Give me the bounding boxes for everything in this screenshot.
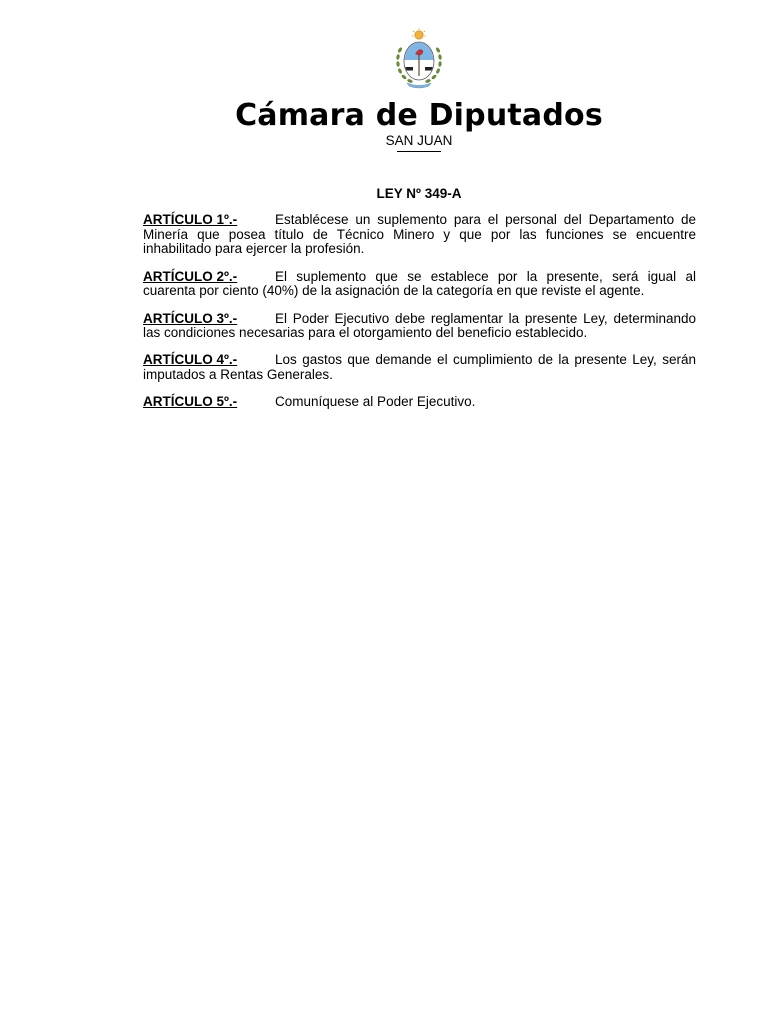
article-label: ARTÍCULO 1º.- — [143, 212, 238, 227]
article-2 — [143, 270, 696, 299]
coat-of-arms-icon — [391, 28, 447, 92]
article-label: ARTÍCULO 5º.- — [143, 394, 238, 410]
article-text: Los gastos que demande el cumplimiento de la presente Ley, serán imputados a Rentas Generales. — [143, 352, 696, 383]
articles-list — [143, 213, 696, 423]
article-text: Comuníquese al Poder Ejecutivo. — [275, 394, 476, 410]
article-4 — [143, 353, 696, 382]
province-name: SAN JUAN — [385, 133, 453, 148]
article-text: El Poder Ejecutivo debe reglamentar la presente Ley, determinando las condiciones necesarias para el otorgamiento del beneficio establecido. — [143, 310, 696, 341]
article-text: El suplemento que se establece por la presente, será igual al cuarenta por ciento (40%) de la asignación de la categoría en que reviste el agente. — [143, 268, 696, 299]
header-divider — [397, 151, 441, 152]
article-text: Establécese un suplemento para el personal del Departamento de Minería que posea título de Técnico Minero y que por las funciones se encuentre inhabilitado para ejercer la profesión. — [143, 212, 696, 257]
sun-icon — [412, 29, 426, 40]
article-label: ARTÍCULO 4º.- — [143, 352, 238, 368]
chamber-title: Cámara de Diputados — [235, 98, 603, 133]
article-3 — [143, 312, 696, 341]
article-5 — [143, 395, 696, 410]
article-1 — [143, 213, 696, 257]
law-number: LEY Nº 349-A — [376, 186, 462, 201]
article-label: ARTÍCULO 2º.- — [143, 268, 238, 284]
article-label: ARTÍCULO 3º.- — [143, 310, 238, 326]
